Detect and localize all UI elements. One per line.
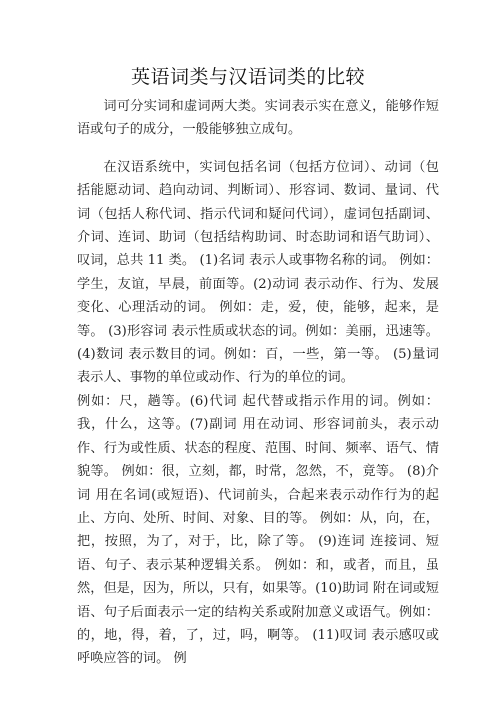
paragraph-word-classes-continued: 例如：尺，趟等。(6)代词 起代替或指示作用的词。例如：我，什么，这等。(7)副词 用在动词、形容词前头，表示动作、行为或性质、状态的程度、范围、时间、频率、语气、情貌等。 例如：很，立刻，都，时常，忽然，不，竟等。 (8)介词 用在名词(或短语)、代词前头，合起来表示动作行为的起止、方向、处所、时间、对象、目的等。 例如：从，向，在，把，按照，为了，对于，比，除了等。 (9)连词 连接词、短语、句子、表示某种逻辑关系。 例如：和，或者，而且，虽然，但是，因为，所以，只有，如果等。(10)助词 附在词或短语、句子后面表示一定的结构关系或附加意义或语气。例如：的，地，得，着，了，过，吗，啊等。 (11)叹词 表示感叹或呼唤应答的词。 例	[77, 393, 439, 667]
paragraph-intro: 词可分实词和虚词两大类。实词表示实在意义，能够作短语或句子的成分，一般能够独立成句。	[77, 99, 439, 138]
paragraph-word-classes: 在汉语系统中，实词包括名词（包括方位词）、动词（包括能愿动词、趋向动词、判断词）、形容词、数词、量词、代词（包括人称代词、指示代词和疑问代词），虚词包括副词、介词、连词、助词（包括结构助词、时态助词和语气助词）、叹词，总共 11 类。 (1)名词 表示人或事物名称的词。 例如：学生，友谊，早晨，前面等。(2)动词 表示动作、行为、发展变化、心理活动的词。 例如：走，爱，使，能够，起来，是等。 (3)形容词 表示性质或状态的词。例如：美丽，迅速等。 (4)数词 表示数目的词。例如：百，一些，第一等。 (5)量词 表示人、事物的单位或动作、行为的单位的词。	[77, 159, 439, 386]
document-body	[77, 95, 439, 671]
document-title: 英语词类与汉语词类的比较	[130, 66, 365, 88]
